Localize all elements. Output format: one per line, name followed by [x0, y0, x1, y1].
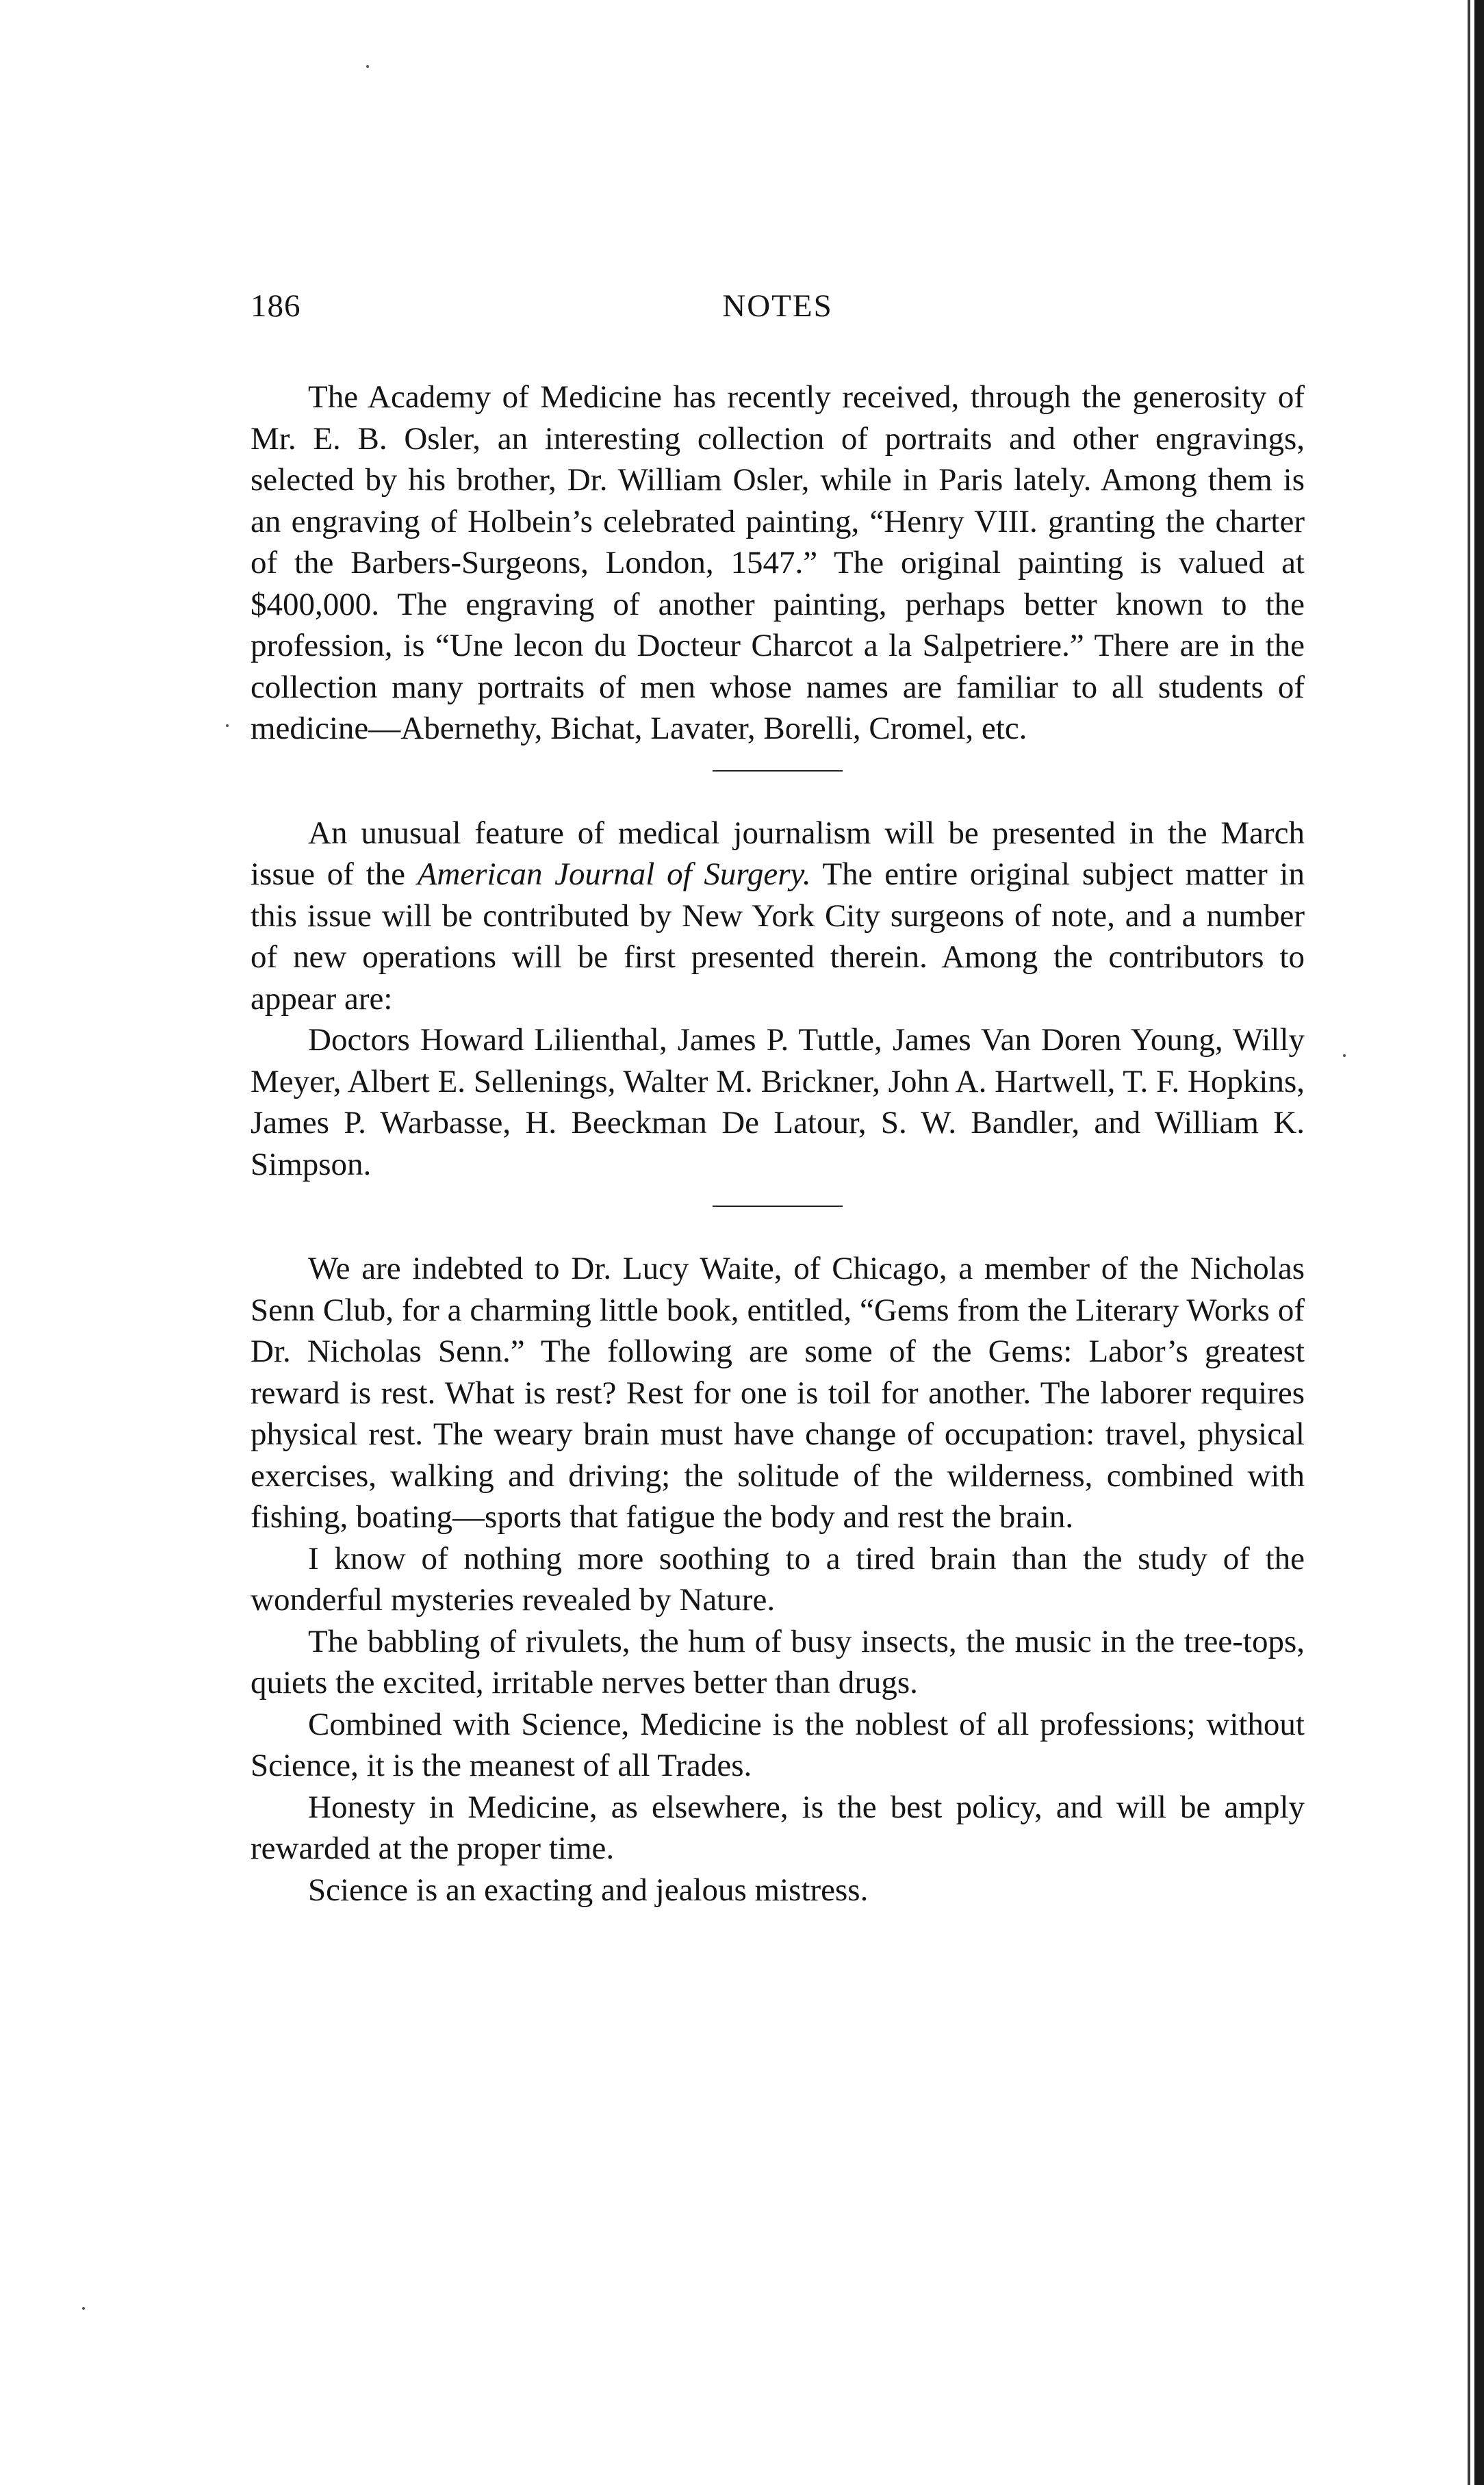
- page-edge: [1474, 0, 1484, 2485]
- paragraph: Combined with Science, Medicine is the noblest of all professions; without Science, it is the meanest of all Trades.: [251, 1706, 1305, 1783]
- scan-speck: [1343, 1054, 1346, 1057]
- scan-speck: [366, 65, 369, 68]
- section-divider: [713, 1206, 843, 1207]
- running-head: [251, 288, 1305, 329]
- paragraph: Science is an exacting and jealous mistress.: [308, 1872, 869, 1908]
- note-senn-gems: [251, 1248, 1305, 1911]
- scan-speck: [226, 724, 229, 727]
- paragraph: Honesty in Medicine, as elsewhere, is the best policy, and will be amply rewarded at the proper time.: [251, 1789, 1305, 1866]
- scan-speck: [82, 2307, 85, 2310]
- paragraph: The babbling of rivulets, the hum of busy insects, the music in the tree-tops, quiets the excited, irritable nerves better than drugs.: [251, 1623, 1305, 1700]
- note-academy-of-medicine: [251, 377, 1305, 750]
- page-number: 186: [251, 288, 301, 324]
- journal-title: American Journal of Surgery.: [417, 856, 811, 892]
- page-edge-shadow: [1468, 0, 1470, 2485]
- paragraph-text: The entire original subject matter in this issue will be contributed by New York City surgeons of note, and a number of new operations will be first presented therein. Among the contributors to appear are:: [251, 856, 1305, 1017]
- paragraph: [251, 813, 1305, 1020]
- note-journal-of-surgery: [251, 813, 1305, 1186]
- paragraph: The Academy of Medicine has recently received, through the generosity of Mr. E. B. Osler, an interesting collection of portraits and other engravings, selected by his brother, Dr. William Osler, while in Paris lately. Among them is an engraving of Holbein’s celebrated painting, “Henry VIII. granting the charter of the Barbers-Surgeons, London, 1547.” The original painting is valued at $400,000. The engraving of another painting, perhaps better known to the profession, is “Une lecon du Docteur Charcot a la Salpetriere.” There are in the collection many portraits of men whose names are familiar to all students of medicine—Abernethy, Bichat, Lavater, Borelli, Cromel, etc.: [251, 379, 1305, 746]
- page-title: NOTES: [722, 288, 833, 324]
- paragraph: We are indebted to Dr. Lucy Waite, of Chicago, a member of the Nicholas Senn Club, for a charming little book, entitled, “Gems from the Literary Works of Dr. Nicholas Senn.” The following are some of the Gems: Labor’s greatest reward is rest. What is rest? Rest for one is toil for another. The laborer requires physical rest. The weary brain must have change of occupation: travel, physical exercises, walking and driving; the solitude of the wilderness, combined with fishing, boating—sports that fatigue the body and rest the brain.: [251, 1251, 1305, 1535]
- page-body: [251, 288, 1305, 1911]
- contributors-list: Doctors Howard Lilienthal, James P. Tuttle, James Van Doren Young, Willy Meyer, Albert E. Sellenings, Walter M. Brickner, John A. Hartwell, T. F. Hopkins, James P. Warbasse, H. Beeckman De Latour, S. W. Bandler, and William K. Simpson.: [251, 1022, 1305, 1182]
- paragraph-text: An unusual feature of medical journalism will be presented in the March issue of the: [251, 815, 1305, 892]
- paragraph: I know of nothing more soothing to a tired brain than the study of the wonderful mysteries revealed by Nature.: [251, 1540, 1305, 1618]
- section-divider: [713, 770, 843, 772]
